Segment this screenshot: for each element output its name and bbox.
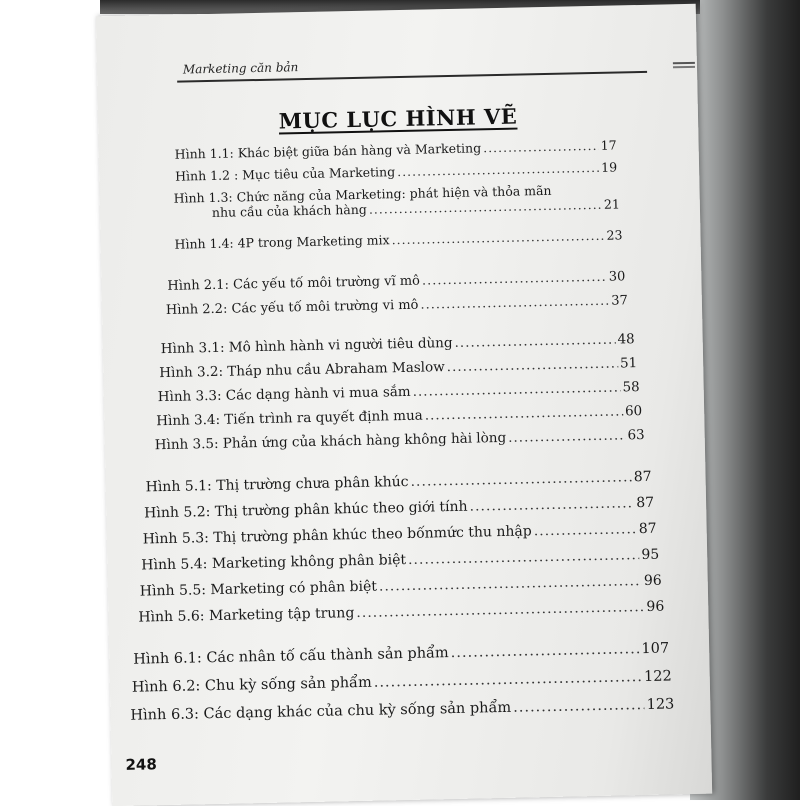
toc-entry-label: Hình 5.4: Marketing không phân biệt <box>141 551 407 574</box>
toc-entry-5-3 <box>143 521 657 548</box>
leader-dots <box>397 160 599 179</box>
toc-entry-6-1 <box>133 641 669 668</box>
toc-entry-label: Hình 1.2 : Mục tiêu của Marketing <box>175 164 396 184</box>
toc-entry-1-2 <box>175 159 617 183</box>
toc-entry-label: Hình 2.1: Các yếu tố môi trường vĩ mô <box>167 273 421 294</box>
toc-entry-page: 63 <box>627 426 645 444</box>
page-edge-mark <box>673 62 695 64</box>
leader-dots <box>451 641 640 661</box>
toc-entry-label: Hình 1.1: Khác biệt giữa bán hàng và Marketing <box>174 140 482 162</box>
toc-entry-5-5 <box>140 573 662 600</box>
toc-entry-page: 21 <box>603 196 620 212</box>
toc-entry-page: 17 <box>600 137 617 153</box>
toc-entry-1-1 <box>175 137 617 161</box>
toc-entry-3-1 <box>161 331 635 357</box>
toc-entry-2-1 <box>167 269 625 294</box>
toc-entry-page: 123 <box>646 696 675 713</box>
leader-dots <box>508 427 626 445</box>
toc-entry-label: Hình 3.5: Phản ứng của khách hàng không hài lòng <box>154 429 507 454</box>
leader-dots <box>513 697 645 716</box>
leader-dots <box>534 521 637 539</box>
toc-entry-page: 30 <box>608 269 626 285</box>
toc-entry-label: Hình 5.2: Thị trường phân khúc theo giới tính <box>144 498 468 522</box>
toc-entry-page: 87 <box>633 468 652 486</box>
toc-entry-label: Hình 3.4: Tiến trình ra quyết định mua <box>156 407 423 430</box>
background-left <box>0 0 112 800</box>
toc-entry-page: 122 <box>643 668 672 686</box>
toc-entry-label: Hình 5.6: Marketing tập trung <box>138 605 355 626</box>
toc-entry-page: 60 <box>624 403 643 420</box>
toc-entry-label: Hình 6.2: Chu kỳ sống sản phẩm <box>131 674 372 696</box>
toc-entry-label-line1: Hình 1.3: Chức năng của Marketing: phát hiện và thỏa mãn <box>173 182 552 206</box>
book-page <box>96 4 712 806</box>
leader-dots <box>422 270 607 289</box>
toc-entry-label: Hình 5.1: Thị trường chưa phân khúc <box>145 473 409 496</box>
leader-dots <box>391 228 604 247</box>
leader-dots <box>469 495 634 514</box>
toc-entry-5-4 <box>141 547 659 574</box>
toc-entry-page: 96 <box>646 598 665 615</box>
leader-dots <box>425 403 624 423</box>
toc-entry-label: Hình 5.5: Marketing có phân biệt <box>139 578 378 600</box>
leader-dots <box>420 294 609 313</box>
toc-entry-label-line2: nhu cầu của khách hàng <box>211 201 368 220</box>
running-header: Marketing căn bản <box>182 60 299 77</box>
toc-entry-page: 19 <box>601 159 618 175</box>
toc-entry-1-3 <box>173 181 620 220</box>
toc-entry-label: Hình 5.3: Thị trường phân khúc theo bốnmức thu nhập <box>142 523 532 548</box>
toc-entry-6-3 <box>130 696 674 723</box>
toc-entry-page: 87 <box>638 520 657 538</box>
toc-entry-5-2 <box>144 495 654 522</box>
leader-dots <box>412 379 620 399</box>
toc-entry-6-2 <box>132 668 672 695</box>
leader-dots <box>374 669 643 691</box>
page-number: 248 <box>125 755 157 774</box>
toc-entry-label: Hình 1.4: 4P trong Marketing mix <box>174 232 390 252</box>
toc-entry-5-6 <box>138 599 664 626</box>
toc-entry-label: Hình 3.2: Tháp nhu cầu Abraham Maslow <box>159 359 445 382</box>
toc-entry-label: Hình 2.2: Các yếu tố môi trường vi mô <box>165 297 419 318</box>
toc-entry-label: Hình 6.3: Các dạng khác của chu kỳ sống sản phẩm <box>130 699 512 724</box>
leader-dots <box>356 599 644 621</box>
leader-dots <box>408 547 640 568</box>
toc-entry-page: 95 <box>641 546 660 564</box>
toc-entry-label: Hình 3.1: Mô hình hành vi người tiêu dùng <box>160 334 453 358</box>
toc-entry-page: 51 <box>619 355 638 372</box>
toc-entry-page: 37 <box>611 293 629 309</box>
toc-entry-5-1 <box>146 469 652 496</box>
toc-entry-page: 58 <box>622 379 640 396</box>
toc-entry-2-2 <box>166 293 628 318</box>
leader-dots <box>379 573 642 595</box>
toc-entry-page: 48 <box>617 331 635 348</box>
page-title <box>98 100 698 138</box>
leader-dots <box>447 356 619 376</box>
toc-entry-3-4 <box>156 403 642 429</box>
toc-entry-page: 87 <box>636 494 655 512</box>
leader-dots <box>454 332 615 351</box>
toc-entry-3-2 <box>159 355 637 381</box>
toc-entry-page: 23 <box>606 227 623 243</box>
toc-entry-1-4 <box>174 227 622 251</box>
toc-entry-page: 96 <box>643 572 662 590</box>
toc-entry-label: Hình 6.1: Các nhân tố cấu thành sản phẩm <box>133 645 449 668</box>
leader-dots <box>410 469 632 490</box>
leader-dots <box>483 138 599 155</box>
page-title-text: MỤC LỤC HÌNH VẼ <box>278 103 518 134</box>
toc-entry-3-5 <box>155 427 645 453</box>
toc-entry-page: 107 <box>641 640 670 658</box>
toc-entry-label: Hình 3.3: Các dạng hành vi mua sắm <box>157 383 411 406</box>
toc-entry-3-3 <box>158 379 640 405</box>
